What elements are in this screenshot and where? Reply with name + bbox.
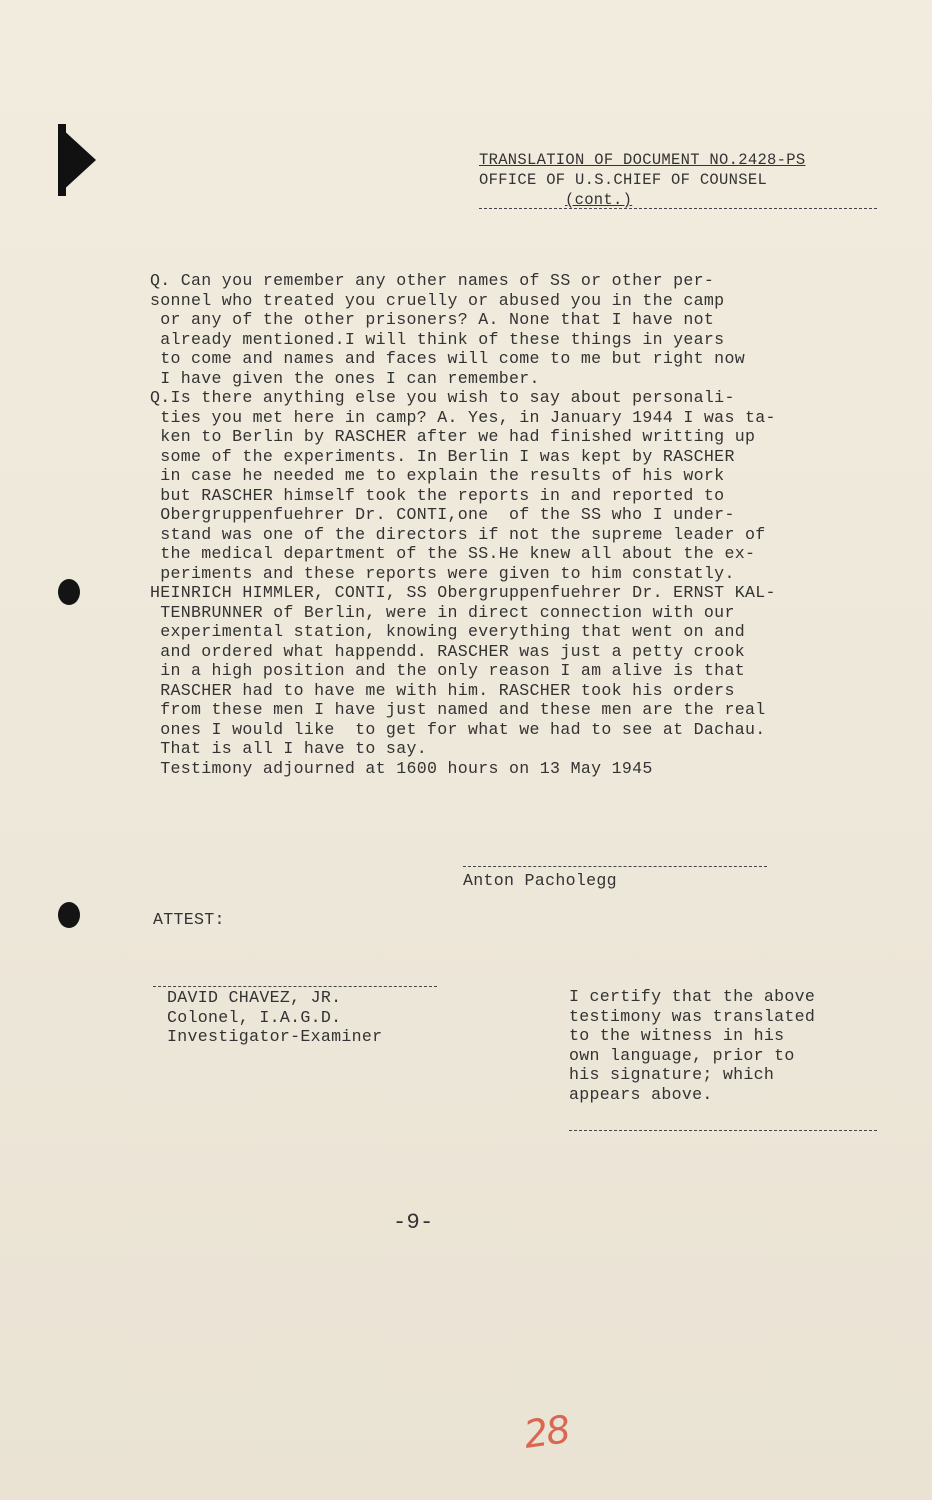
testimony-line: I have given the ones I can remember.: [150, 368, 540, 388]
certification-line: I certify that the above: [569, 987, 816, 1006]
testimony-line: ones I would like to get for what we had to see at Dachau.: [150, 719, 766, 739]
document-header: [479, 150, 805, 210]
testimony-line: periments and these reports were given to him constatly.: [150, 563, 735, 583]
testimony-line: stand was one of the directors if not the supreme leader of: [150, 524, 766, 544]
testimony-line: but RASCHER himself took the reports in and reported to: [150, 485, 725, 505]
certification-line: his signature; which: [569, 1065, 775, 1084]
testimony-line: TENBRUNNER of Berlin, were in direct connection with our: [150, 602, 735, 622]
testimony-line: ken to Berlin by RASCHER after we had finished writting up: [150, 427, 756, 446]
certification-line: to the witness in his: [569, 1026, 785, 1045]
testimony-line: from these men I have just named and these men are the real: [150, 700, 766, 719]
testimony-line: Obergruppenfuehrer Dr. CONTI,one of the SS who I under-: [150, 505, 735, 524]
testimony-line: already mentioned.I will think of these things in years: [150, 329, 725, 349]
testimony-line: and ordered what happendd. RASCHER was just a petty crook: [150, 641, 745, 661]
testimony-line: Q. Can you remember any other names of SS or other per-: [150, 271, 715, 290]
testimony-line: experimental station, knowing everything that went on and: [150, 622, 745, 641]
archive-number: 28: [521, 1407, 572, 1457]
witness-name: Anton Pacholegg: [463, 871, 617, 890]
officer-line: Colonel, I.A.G.D.: [167, 1007, 342, 1027]
testimony-line: Q.Is there anything else you wish to say about personali-: [150, 388, 735, 407]
testimony-line: sonnel who treated you cruelly or abused you in the camp: [150, 290, 725, 310]
binder-tab-mark: [60, 127, 96, 193]
page-number: -9-: [393, 1210, 434, 1235]
certification-block: [569, 987, 815, 1104]
testimony-line: in a high position and the only reason I am alive is that: [150, 661, 745, 680]
witness-signature-line: [463, 866, 767, 867]
header-rule: [479, 208, 877, 209]
officer-line: DAVID CHAVEZ, JR.: [167, 988, 342, 1007]
testimony-line: some of the experiments. In Berlin I was kept by RASCHER: [150, 446, 735, 466]
punch-hole-bottom: [58, 902, 80, 928]
testimony-body: [150, 271, 776, 778]
certification-line: appears above.: [569, 1084, 713, 1104]
translator-signature-line: [569, 1130, 877, 1131]
testimony-line: That is all I have to say.: [150, 739, 427, 758]
testimony-line: or any of the other prisoners? A. None that I have not: [150, 310, 715, 329]
header-cont: (cont.): [565, 191, 633, 209]
testimony-line: in case he needed me to explain the results of his work: [150, 466, 725, 485]
testimony-line: the medical department of the SS.He knew all about the ex-: [150, 544, 756, 563]
testimony-line: ties you met here in camp? A. Yes, in January 1944 I was ta-: [150, 407, 776, 427]
testimony-line: HEINRICH HIMMLER, CONTI, SS Obergruppenfuehrer Dr. ERNST KAL-: [150, 583, 776, 602]
certification-line: testimony was translated: [569, 1006, 816, 1026]
certification-line: own language, prior to: [569, 1045, 795, 1065]
punch-hole-top: [58, 579, 80, 605]
testimony-line: to come and names and faces will come to me but right now: [150, 349, 745, 368]
attest-label: ATTEST:: [153, 910, 225, 929]
testimony-line: Testimony adjourned at 1600 hours on 13 May 1945: [150, 758, 653, 778]
officer-block: [167, 988, 382, 1047]
header-office: OFFICE OF U.S.CHIEF OF COUNSEL: [479, 171, 768, 189]
officer-signature-line: [153, 986, 437, 987]
header-title: TRANSLATION OF DOCUMENT NO.2428-PS: [479, 151, 806, 169]
officer-line: Investigator-Examiner: [167, 1027, 383, 1046]
testimony-line: RASCHER had to have me with him. RASCHER took his orders: [150, 680, 735, 700]
